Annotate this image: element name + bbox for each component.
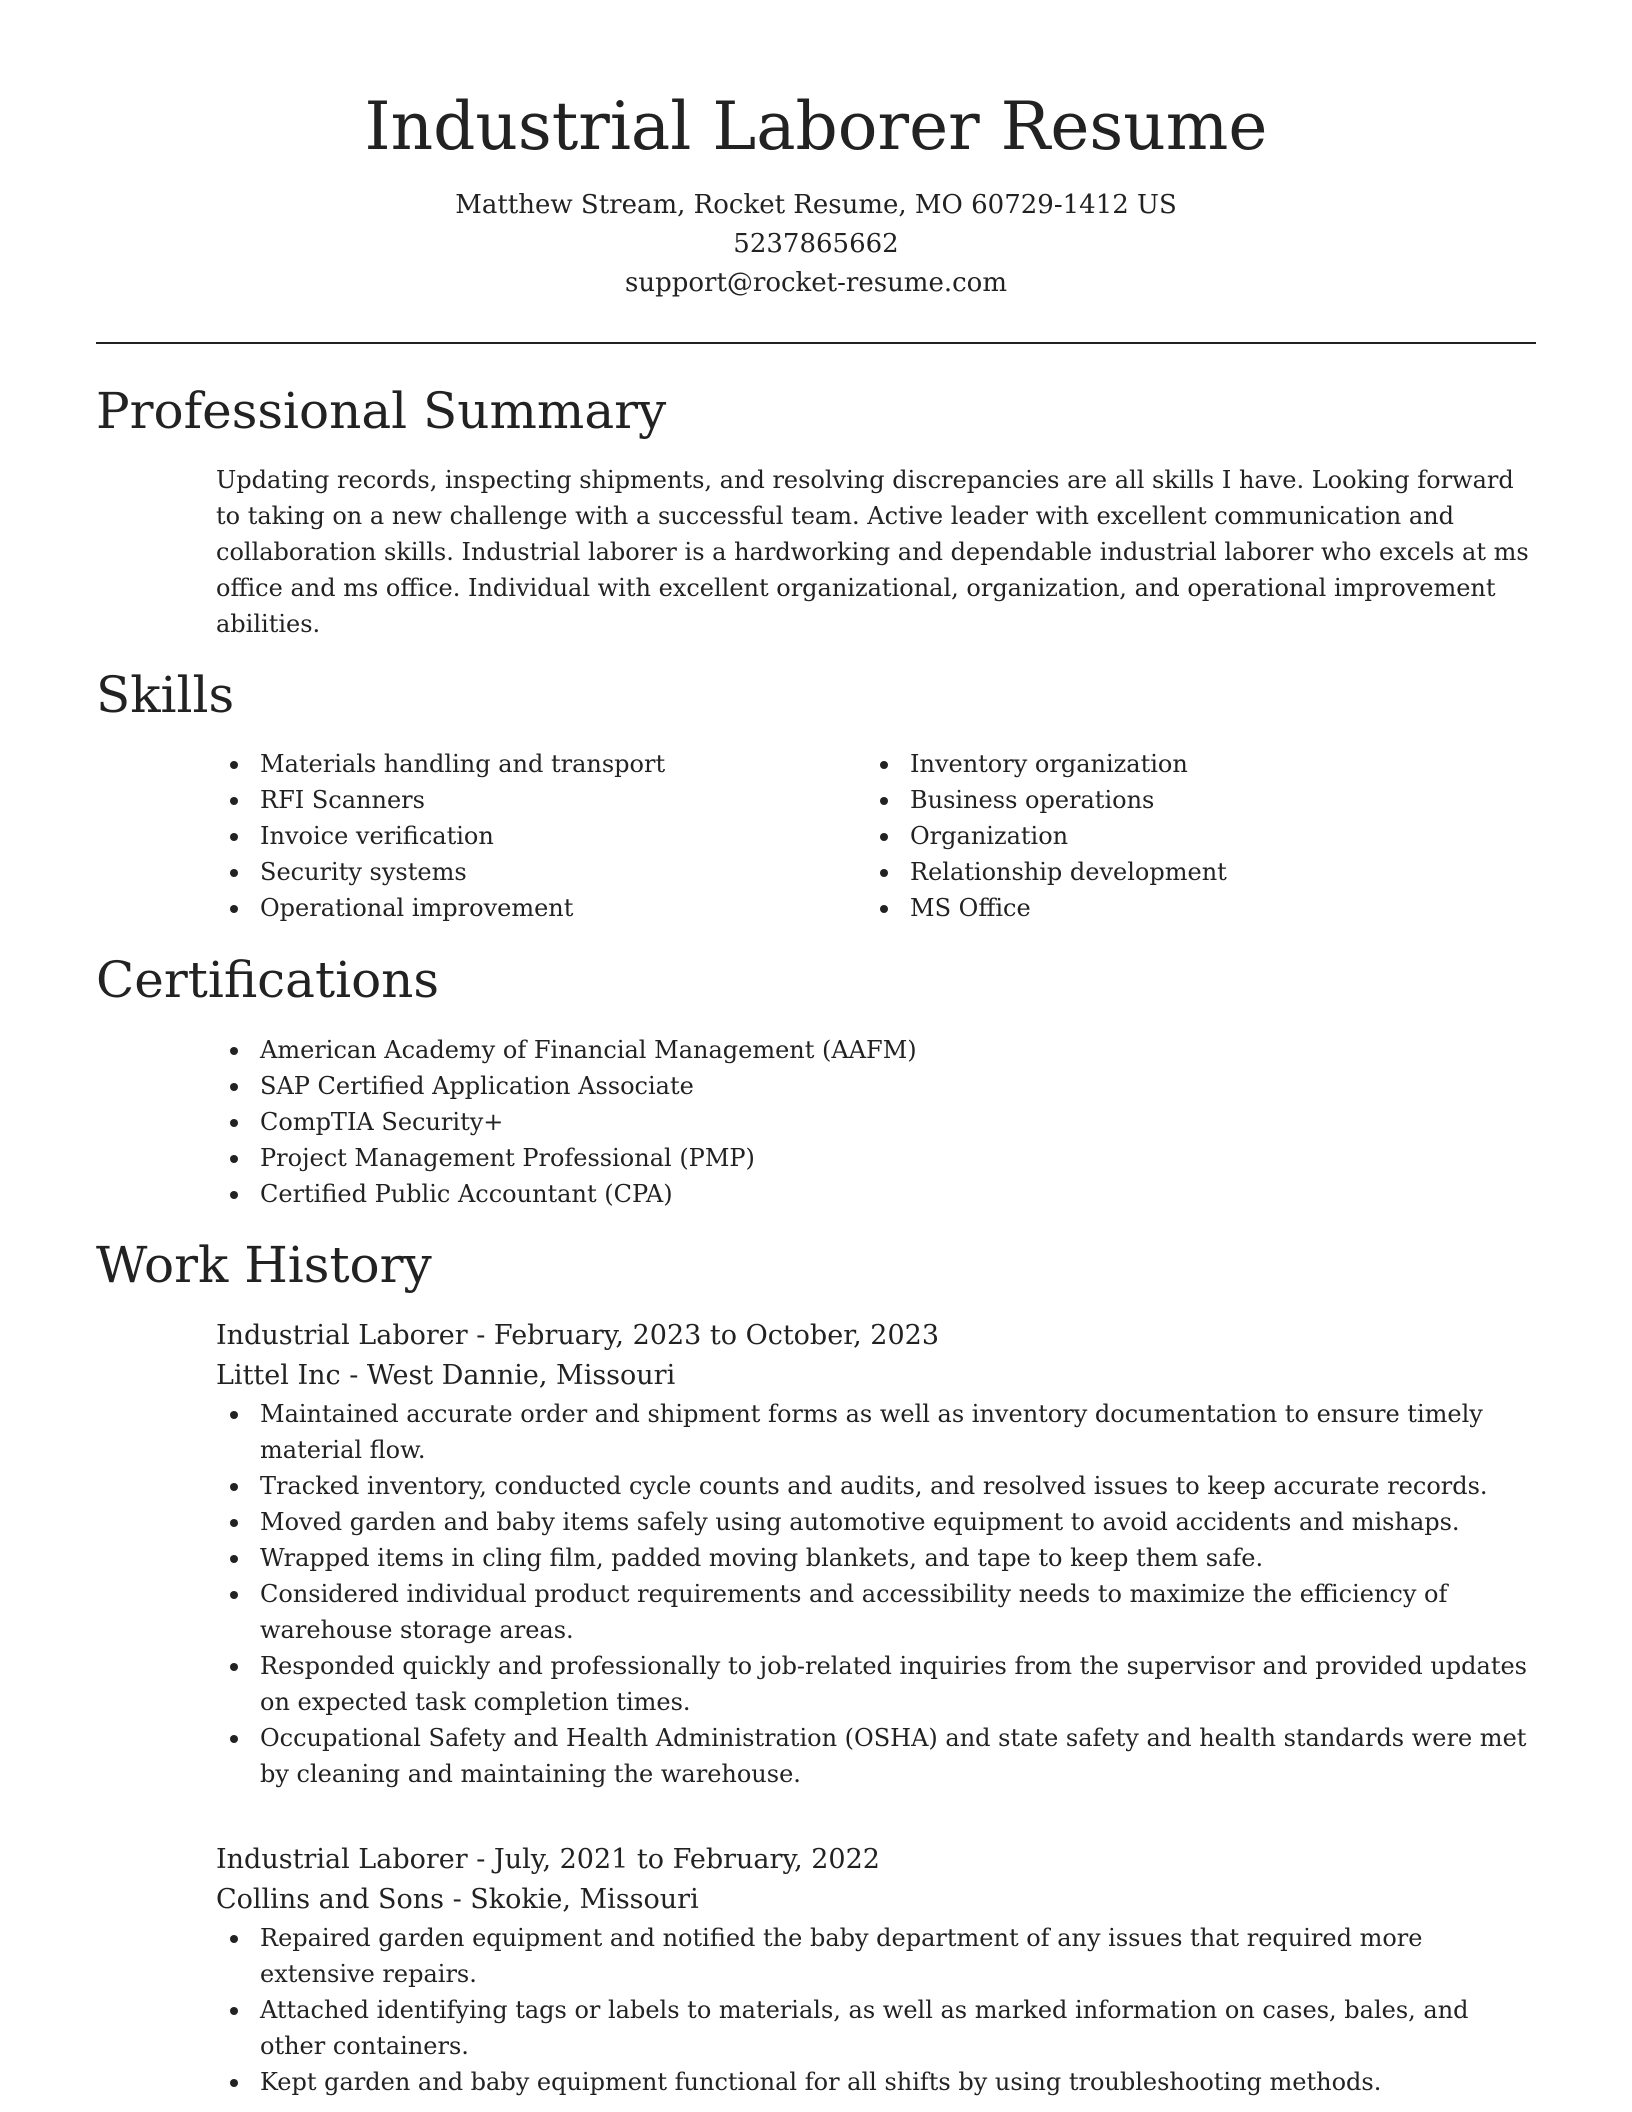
job-bullet: Wrapped items in cling film, padded moving blankets, and tape to keep them safe. — [216, 1540, 1536, 1576]
job-bullet: Maintained accurate order and shipment forms as well as inventory documentation to ensure timely material flow. — [216, 1396, 1536, 1468]
skill-item: Security systems — [216, 854, 856, 890]
certifications-heading: Certifications — [96, 951, 440, 1009]
work-history-heading: Work History — [96, 1236, 432, 1294]
certification-item: Project Management Professional (PMP) — [216, 1140, 1536, 1176]
job-bullet: Moved garden and baby items safely using automotive equipment to avoid accidents and mishaps. — [216, 1504, 1536, 1540]
resume-title: Industrial Laborer Resume — [364, 88, 1268, 165]
skill-item: Operational improvement — [216, 890, 856, 926]
job-entry — [216, 1840, 1536, 2100]
summary-heading: Professional Summary — [96, 382, 667, 440]
resume-header — [0, 0, 1632, 303]
skill-item: RFI Scanners — [216, 782, 856, 818]
job-bullet: Kept garden and baby equipment functional for all shifts by using troubleshooting methods. — [216, 2064, 1536, 2100]
skill-item: Inventory organization — [866, 746, 1506, 782]
skill-item: Business operations — [866, 782, 1506, 818]
skill-item: Invoice verification — [216, 818, 856, 854]
contact-block — [0, 186, 1632, 303]
certifications-list — [216, 1032, 1536, 1212]
job-company-location: Collins and Sons - Skokie, Missouri — [216, 1884, 699, 1915]
certification-item: CompTIA Security+ — [216, 1104, 1536, 1140]
job-title-dates: Industrial Laborer - July, 2021 to February, 2022 — [216, 1844, 880, 1875]
job-bullet: Occupational Safety and Health Administration (OSHA) and state safety and health standards were met by cleaning and maintaining the warehouse. — [216, 1720, 1536, 1792]
job-bullet: Considered individual product requirements and accessibility needs to maximize the efficiency of warehouse storage areas. — [216, 1576, 1536, 1648]
skill-item: MS Office — [866, 890, 1506, 926]
skill-item: Organization — [866, 818, 1506, 854]
certification-item: Certified Public Accountant (CPA) — [216, 1176, 1536, 1212]
job-title-dates: Industrial Laborer - February, 2023 to October, 2023 — [216, 1320, 940, 1351]
skills-column-right — [866, 746, 1506, 926]
skills-heading: Skills — [96, 666, 235, 724]
contact-email: support@rocket-resume.com — [624, 268, 1007, 298]
summary-text: Updating records, inspecting shipments, and resolving discrepancies are all skills I have. Looking forward to taking on a new challenge with a successful team. Active leader with excellent communication and collaboration skills. Industrial laborer is a hardworking and dependable industrial laborer who excels at ms office and ms office. Individual with excellent organizational, organization, and operational improvement abilities. — [216, 466, 1529, 638]
skills-column-left — [216, 746, 856, 926]
job-company-location: Littel Inc - West Dannie, Missouri — [216, 1360, 676, 1391]
contact-address: Matthew Stream, Rocket Resume, MO 60729-1412 US — [455, 190, 1177, 220]
contact-phone: 5237865662 — [733, 229, 899, 259]
job-bullet: Tracked inventory, conducted cycle counts and audits, and resolved issues to keep accurate records. — [216, 1468, 1536, 1504]
certification-item: American Academy of Financial Management (AAFM) — [216, 1032, 1536, 1068]
job-bullet: Responded quickly and professionally to job-related inquiries from the supervisor and provided updates on expected task completion times. — [216, 1648, 1536, 1720]
header-divider — [96, 342, 1536, 344]
certification-item: SAP Certified Application Associate — [216, 1068, 1536, 1104]
job-bullet: Repaired garden equipment and notified the baby department of any issues that required more extensive repairs. — [216, 1920, 1536, 1992]
skill-item: Relationship development — [866, 854, 1506, 890]
job-bullet: Attached identifying tags or labels to materials, as well as marked information on cases, bales, and other containers. — [216, 1992, 1536, 2064]
skill-item: Materials handling and transport — [216, 746, 856, 782]
job-entry — [216, 1316, 1536, 1792]
